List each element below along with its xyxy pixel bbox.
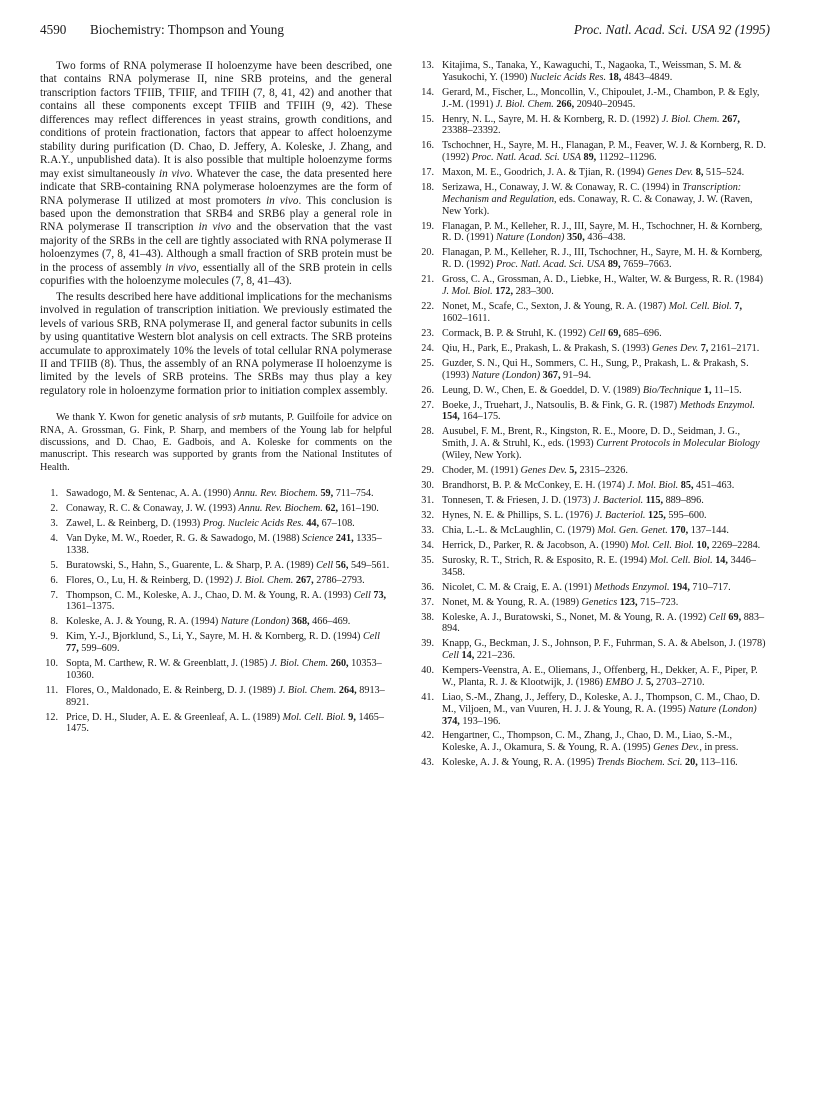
reference-text: Koleske, A. J. & Young, R. A. (1995)	[442, 757, 597, 769]
reference-number: 13.	[421, 60, 434, 71]
reference-entry	[40, 631, 392, 655]
reference-text: 367,	[542, 369, 561, 381]
reference-text: Ausubel, F. M., Brent, R., Kingston, R. E., Moore, D. D., Seidman, J. G., Smith, J. A. & Struhl, K., eds. (1993)	[442, 426, 741, 450]
reference-number: 3.	[50, 517, 58, 529]
reference-text: Kitajima, S., Tanaka, Y., Kawaguchi, T., Nagaoka, T., Weissman, S. M. & Yasukochi, Y. (1990)	[442, 60, 742, 83]
reference-text: 77,	[66, 643, 79, 655]
reference-text: 3446–3458.	[442, 554, 756, 578]
reference-text: Mol. Cell. Biol.	[282, 711, 346, 723]
reference-text: 368,	[291, 616, 310, 628]
reference-number: 17.	[421, 167, 434, 179]
reference-text: Serizawa, H., Conaway, J. W. & Conaway, R. C. (1994) in	[442, 182, 683, 194]
reference-text: Henry, N. L., Sayre, M. H. & Kornberg, R. D. (1992)	[442, 113, 662, 125]
reference-text: 283–300.	[513, 286, 554, 298]
reference-text: Herrick, D., Parker, R. & Jacobson, A. (1990)	[442, 539, 631, 551]
reference-text: Genes Dev.	[653, 742, 700, 754]
reference-text: 2703–2710.	[653, 676, 705, 688]
text-run: mutants, P. Guilfoile for advice on RNA, A. Grossman, G. Fink, P. Sharp, and members of the Young lab for helpful discussions, and D. Chao, E. Gadbois, and A. Koleske for comments on the manuscript. This research was supported by grants from the National Institutes of Health.	[40, 412, 392, 473]
reference-text: J. Biol. Chem.	[495, 98, 554, 110]
reference-text: 436–438.	[584, 232, 626, 244]
reference-text: Koleske, A. J., Buratowski, S., Nonet, M. & Young, R. A. (1992)	[442, 611, 709, 623]
reference-number: 26.	[421, 384, 434, 396]
reference-list-part-1	[40, 488, 392, 735]
running-header	[40, 22, 770, 40]
reference-entry	[416, 730, 768, 754]
reference-text: Cell	[316, 559, 334, 571]
reference-text: 9,	[348, 711, 356, 723]
reference-text: 374,	[442, 715, 460, 727]
reference-text: Boeke, J., Truehart, J., Natsoulis, B. & Fink, G. R. (1987)	[442, 399, 680, 411]
reference-text: Flores, O., Maldonado, E. & Reinberg, D. J. (1989)	[66, 684, 279, 696]
reference-number: 2.	[50, 502, 58, 514]
body-paragraph-2	[40, 291, 392, 399]
reference-text: 7,	[734, 301, 742, 313]
reference-number: 7.	[50, 589, 58, 601]
reference-text: 67–108.	[319, 517, 355, 529]
reference-entry	[40, 658, 392, 682]
reference-text: 7659–7663.	[620, 259, 672, 271]
reference-text: 267,	[295, 574, 314, 586]
reference-number: 5.	[50, 559, 58, 571]
reference-number: 43.	[421, 757, 434, 769]
text-run: and the observation that the vast majority of the SRBs in the cell are tightly associated with RNA polymerase II holoenzymes (7, 8, 41–43). Although a small fraction of SRB protein must be in the process of assembly	[40, 221, 392, 274]
reference-text: , eds. Conaway, R. C. & Conaway, J. W. (Raven, New York).	[442, 193, 753, 217]
reference-number: 22.	[421, 301, 434, 313]
reference-text: J. Biol. Chem.	[278, 684, 337, 696]
body-paragraph-1	[40, 60, 392, 289]
reference-number: 25.	[421, 357, 434, 369]
reference-text: 711–754.	[333, 487, 374, 499]
reference-text: Brandhorst, B. P. & McConkey, E. H. (1974)	[442, 479, 628, 491]
reference-text: 69,	[608, 327, 621, 339]
reference-text: 595–600.	[665, 509, 707, 521]
reference-entry	[40, 503, 392, 515]
reference-text: 69,	[728, 611, 742, 623]
reference-text: 10,	[696, 539, 710, 551]
reference-text: 154,	[442, 411, 460, 423]
reference-text: Mol. Cell. Biol.	[668, 301, 732, 313]
left-column	[40, 60, 392, 738]
reference-entry	[416, 525, 768, 537]
reference-entry	[40, 575, 392, 587]
reference-text: Nature (London)	[471, 369, 541, 381]
reference-text: Mol. Gen. Genet.	[597, 524, 668, 536]
reference-text: 451–463.	[693, 479, 735, 491]
reference-entry	[416, 358, 768, 382]
reference-text: 62,	[325, 502, 339, 514]
reference-text: EMBO J.	[605, 676, 644, 688]
reference-text: 193–196.	[459, 715, 501, 727]
reference-text: J. Mol. Biol.	[627, 479, 679, 491]
reference-entry	[416, 221, 768, 245]
text-run: in vivo	[198, 221, 232, 234]
reference-text: Prog. Nucleic Acids Res.	[202, 517, 304, 529]
reference-text: Price, D. H., Sluder, A. E. & Greenleaf, A. L. (1989)	[66, 711, 283, 723]
reference-text: Knapp, G., Beckman, J. S., Johnson, P. F., Fuhrman, S. A. & Abelson, J. (1978)	[442, 638, 766, 650]
reference-text: 4843–4849.	[621, 71, 673, 83]
reference-number: 4.	[50, 532, 58, 544]
text-run: We thank Y. Kwon for genetic analysis of	[56, 412, 233, 424]
reference-entry	[416, 140, 768, 164]
reference-entry	[416, 385, 768, 397]
running-title: Biochemistry: Thompson and Young	[90, 22, 284, 37]
reference-text: Surosky, R. T., Strich, R. & Esposito, R. E. (1994)	[442, 554, 650, 566]
text-run: Two forms of RNA polymerase II holoenzyme have been described, one that contains RNA polymerase II, nine SRB proteins, and the general transcription factors TFIIB, TFIIF, and TFIIH (7, 8, 41, 42) and another that contains all these components except TFIIB and TFIIH (9, 42). These differences may reflect differences in yeast strains, growth conditions, and conditions of protein fractionation, factors that appear to affect holoenzyme stability during purification (D. Chao, D. Jeffery, A. Koleske, J. Zhang, and R.A.Y., unpublished data). It is also possible that multiple holoenzyme forms may exist simultaneously	[40, 60, 392, 180]
reference-number: 30.	[421, 479, 434, 491]
reference-text: Zawel, L. & Reinberg, D. (1993)	[66, 517, 203, 529]
reference-entry	[40, 533, 392, 557]
reference-text: Liao, S.-M., Zhang, J., Jeffery, D., Koleske, A. J., Thompson, C. M., Chao, D. M., Viljoen, M., van Vuuren, H. J. J. & Young, R. A. (1995)	[442, 691, 760, 715]
reference-text: 10353–10360.	[66, 658, 382, 681]
reference-text: Current Protocols in Molecular Biology	[596, 438, 760, 450]
reference-text: 883–894.	[442, 611, 765, 635]
reference-number: 42.	[421, 730, 434, 742]
reference-text: 1335–1338.	[66, 532, 382, 556]
reference-text: 715–723.	[637, 596, 679, 608]
reference-text: Nucleic Acids Res.	[530, 71, 607, 83]
reference-text: 89,	[583, 152, 597, 164]
reference-number: 32.	[421, 509, 434, 521]
reference-number: 34.	[421, 539, 434, 551]
reference-entry	[416, 400, 768, 424]
reference-text: 2315–2326.	[576, 464, 628, 476]
reference-entry	[416, 540, 768, 552]
reference-number: 1.	[50, 487, 58, 499]
text-run: . This conclusion is based upon the demonstration that SRB4 and SRB6 play a general role in RNA polymerase II transcription	[40, 194, 393, 234]
reference-text: 85,	[680, 479, 694, 491]
reference-text: 20,	[685, 757, 698, 769]
reference-text: 194,	[672, 581, 690, 593]
reference-text: Bio/Technique	[642, 384, 702, 396]
reference-entry	[416, 87, 768, 111]
reference-entry	[416, 665, 768, 689]
reference-number: 36.	[421, 581, 434, 593]
reference-text: J. Bacteriol.	[595, 509, 646, 521]
reference-entry	[40, 560, 392, 572]
reference-entry	[416, 328, 768, 340]
reference-text: Nature (London)	[220, 616, 290, 628]
reference-text: Thompson, C. M., Koleske, A. J., Chao, D. M. & Young, R. A. (1993)	[66, 589, 354, 601]
reference-text: Tschochner, H., Sayre, M. H., Flanagan, P. M., Feaver, W. J. & Kornberg, R. D. (1992)	[442, 140, 766, 164]
reference-number: 16.	[421, 140, 434, 152]
reference-text: 267,	[722, 113, 740, 125]
reference-entry	[416, 480, 768, 492]
reference-entry	[416, 274, 768, 298]
reference-number: 12.	[45, 711, 58, 723]
reference-text: Annu. Rev. Biochem.	[233, 487, 318, 499]
reference-text: 172,	[495, 286, 514, 298]
reference-entry	[416, 343, 768, 355]
reference-list-part-2	[416, 60, 768, 772]
reference-text: 2161–2171.	[708, 342, 760, 354]
reference-text: Trends Biochem. Sci.	[596, 757, 683, 769]
reference-entry	[416, 510, 768, 522]
reference-text: Flanagan, P. M., Kelleher, R. J., III, Sayre, M. H., Tschochner, H. & Kornberg, R. D. (1991)	[442, 220, 763, 244]
reference-text: J. Biol. Chem.	[235, 574, 294, 586]
text-run: srb	[232, 412, 246, 424]
reference-text: Cell	[362, 631, 380, 643]
reference-text: 11–15.	[711, 384, 742, 396]
reference-text: 11292–11296.	[596, 152, 657, 164]
reference-text: 59,	[320, 487, 334, 499]
reference-text: 549–561.	[348, 559, 390, 571]
reference-text: , in press.	[699, 742, 739, 754]
reference-number: 24.	[421, 342, 434, 354]
reference-entry	[416, 582, 768, 594]
reference-number: 18.	[421, 182, 434, 194]
reference-text: 20940–20945.	[574, 98, 636, 110]
reference-text: 161–190.	[338, 502, 379, 514]
reference-text: 89,	[607, 259, 621, 271]
reference-entry	[416, 167, 768, 179]
reference-text: Flores, O., Lu, H. & Reinberg, D. (1992)	[66, 574, 236, 586]
reference-number: 14.	[421, 86, 434, 98]
reference-text: Methods Enzymol.	[594, 581, 670, 593]
reference-text: J. Bacteriol.	[593, 494, 644, 506]
reference-text: 14,	[461, 650, 475, 662]
reference-entry	[416, 692, 768, 727]
reference-text: 44,	[306, 517, 320, 529]
reference-text: 73,	[373, 589, 387, 601]
reference-text: Chia, L.-L. & McLaughlin, C. (1979)	[442, 524, 598, 536]
reference-entry	[416, 301, 768, 325]
journal-reference: Proc. Natl. Acad. Sci. USA 92 (1995)	[573, 22, 770, 37]
reference-text: Maxon, M. E., Goodrich, J. A. & Tjian, R. (1994)	[442, 167, 647, 179]
reference-text: 23388–23392.	[442, 125, 501, 137]
reference-text: Cormack, B. P. & Struhl, K. (1992)	[442, 327, 589, 339]
reference-text: 8913–8921.	[66, 684, 385, 708]
reference-text: Hengartner, C., Thompson, C. M., Zhang, J., Chao, D. M., Liao, S.-M., Koleske, A. J., Okamura, S. & Young, R. A. (1995)	[442, 730, 733, 754]
reference-number: 37.	[421, 596, 434, 608]
reference-text: 91–94.	[560, 369, 592, 381]
reference-entry	[416, 182, 768, 217]
reference-text: Nonet, M. & Young, R. A. (1989)	[442, 596, 582, 608]
reference-entry	[40, 590, 392, 614]
reference-number: 9.	[50, 631, 58, 643]
reference-entry	[416, 465, 768, 477]
reference-text: Tonnesen, T. & Friesen, J. D. (1973)	[442, 494, 594, 506]
reference-text: J. Biol. Chem.	[270, 658, 329, 670]
reference-text: 5,	[569, 464, 577, 476]
reference-text: 260,	[330, 658, 349, 670]
reference-text: 170,	[670, 524, 689, 536]
reference-text: Guzder, S. N., Qui H., Sommers, C. H., Sung, P., Prakash, L. & Prakash, S. (1993)	[442, 357, 749, 381]
reference-number: 29.	[421, 464, 434, 476]
reference-entry	[416, 757, 768, 769]
reference-entry	[40, 518, 392, 530]
reference-number: 35.	[421, 554, 434, 566]
reference-text: Choder, M. (1991)	[442, 464, 521, 476]
text-run: in vivo	[165, 261, 197, 274]
reference-text: Sopta, M. Carthew, R. W. & Greenblatt, J. (1985)	[66, 658, 271, 670]
reference-entry	[40, 685, 392, 709]
reference-text: 115,	[645, 494, 664, 506]
reference-text: Gerard, M., Fischer, L., Moncollin, V., Chipoulet, J.-M., Chambon, P. & Egly, J.-M. (1991)	[442, 86, 760, 110]
reference-text: Hynes, N. E. & Phillips, S. L. (1976)	[442, 509, 596, 521]
reference-text: 125,	[648, 509, 666, 521]
reference-entry	[416, 114, 768, 138]
reference-number: 10.	[45, 658, 58, 670]
reference-number: 31.	[421, 494, 434, 506]
reference-number: 20.	[421, 247, 434, 259]
reference-entry	[416, 638, 768, 662]
reference-text: 599–609.	[78, 643, 120, 655]
reference-entry	[416, 426, 768, 461]
reference-text: Cell	[588, 327, 606, 339]
reference-text: Transcription: Mechanism and Regulation	[442, 182, 742, 205]
reference-text: 350,	[566, 232, 585, 244]
reference-number: 8.	[50, 616, 58, 628]
reference-text: Leung, D. W., Chen, E. & Goeddel, D. V. (1989)	[442, 384, 643, 396]
reference-text: 1602–1611.	[442, 312, 491, 324]
reference-text: Mol. Cell. Biol.	[630, 539, 694, 551]
reference-text: 685–696.	[620, 327, 662, 339]
reference-number: 27.	[421, 399, 434, 411]
reference-text: 137–144.	[688, 524, 729, 536]
reference-text: Genetics	[581, 596, 618, 608]
reference-text: (Wiley, New York).	[442, 449, 522, 461]
text-run: in vivo	[159, 167, 191, 180]
reference-text: 56,	[335, 559, 349, 571]
reference-text: 113–116.	[697, 757, 738, 769]
reference-number: 38.	[421, 611, 434, 623]
reference-text: 18,	[608, 71, 622, 83]
reference-number: 19.	[421, 220, 434, 232]
reference-text: 221–236.	[474, 650, 516, 662]
reference-text: Annu. Rev. Biochem.	[238, 502, 323, 514]
reference-text: Gross, C. A., Grossman, A. D., Liebke, H., Walter, W. & Burgess, R. R. (1984)	[442, 274, 763, 286]
reference-text: Koleske, A. J. & Young, R. A. (1994)	[66, 616, 221, 628]
reference-text: Sawadogo, M. & Sentenac, A. A. (1990)	[66, 487, 234, 499]
reference-text: 8,	[695, 167, 704, 179]
reference-text: 2786–2793.	[313, 574, 365, 586]
reference-text: 14,	[715, 554, 728, 566]
reference-entry	[416, 612, 768, 636]
reference-entry	[40, 616, 392, 628]
reference-number: 15.	[421, 113, 434, 125]
reference-entry	[416, 597, 768, 609]
reference-number: 21.	[421, 274, 434, 286]
reference-text: Nature (London)	[688, 703, 757, 715]
reference-text: Nonet, M., Scafe, C., Sexton, J. & Young, R. A. (1987)	[442, 301, 669, 313]
reference-text: 1,	[703, 384, 712, 396]
reference-text: 2269–2284.	[709, 539, 761, 551]
reference-text: J. Biol. Chem.	[661, 113, 720, 125]
reference-entry	[40, 712, 392, 736]
reference-text: 515–524.	[703, 167, 745, 179]
reference-entry	[40, 488, 392, 500]
reference-text: Proc. Natl. Acad. Sci. USA	[471, 152, 581, 164]
reference-text: Buratowski, S., Hahn, S., Guarente, L. & Sharp, P. A. (1989)	[66, 559, 317, 571]
reference-text: 1361–1375.	[66, 601, 115, 613]
reference-text: 266,	[556, 98, 575, 110]
reference-text: Van Dyke, M. W., Roeder, R. G. & Sawadogo, M. (1988)	[66, 532, 303, 544]
reference-text: Conaway, R. C. & Conaway, J. W. (1993)	[66, 502, 239, 514]
reference-text: Genes Dev.	[646, 167, 694, 179]
text-run: The results described here have additional implications for the mechanisms involved in regulation of transcription initiation. We previously estimated the levels of various SRB, RNA polymerase II, and general factor subunits in cells by using quantitative Western blot analysis on cell extracts. The SRB proteins accumulate to approximately 10% the levels of total cellular RNA polymerase II and TFIIB (8). Thus, the assembly of an RNA polymerase II holoenzyme is limited by the levels of SRB proteins. The SRBs may thus play a key regulatory role in holoenzyme formation prior to initiation complex assembly.	[40, 290, 392, 397]
reference-number: 39.	[421, 638, 434, 650]
reference-text: 889–896.	[663, 494, 704, 506]
reference-number: 11.	[45, 684, 58, 696]
text-run: . Whatever the case, the data presented here indicate that SRB-containing RNA polymerase holoenzymes are the form of RNA polymerase II utilized at most promoters	[40, 167, 392, 207]
reference-number: 23.	[421, 327, 434, 339]
reference-number: 28.	[421, 426, 434, 438]
reference-number: 6.	[50, 574, 58, 586]
reference-text: Qiu, H., Park, E., Prakash, L. & Prakash, S. (1993)	[442, 342, 652, 354]
reference-text: 164–175.	[459, 411, 501, 423]
reference-number: 40.	[421, 665, 434, 677]
reference-text: Kim, Y.-J., Bjorklund, S., Li, Y., Sayre, M. H. & Kornberg, R. D. (1994)	[66, 631, 363, 643]
reference-text: Mol. Cell. Biol.	[649, 554, 713, 566]
reference-text: Cell	[708, 611, 726, 623]
reference-entry	[416, 495, 768, 507]
text-run: in vivo	[266, 194, 299, 207]
reference-text: Science	[302, 532, 334, 544]
acknowledgment	[40, 412, 392, 473]
reference-text: Flanagan, P. M., Kelleher, R. J., III, Tschochner, H., Sayre, M. H. & Kornberg, R. D. (1992)	[442, 247, 763, 271]
reference-text: Cell	[442, 650, 459, 662]
reference-number: 33.	[421, 524, 434, 536]
reference-text: 5,	[645, 676, 654, 688]
page-number: 4590	[40, 22, 67, 37]
reference-text: 710–717.	[689, 581, 731, 593]
reference-entry	[416, 555, 768, 579]
reference-text: J. Mol. Biol.	[442, 286, 493, 298]
reference-text: Cell	[353, 589, 371, 601]
reference-text: Genes Dev.	[651, 342, 699, 354]
reference-entry	[416, 60, 768, 84]
reference-text: Methods Enzymol.	[679, 399, 755, 411]
reference-text: 123,	[619, 596, 638, 608]
reference-text: Genes Dev.	[520, 464, 567, 476]
reference-number: 41.	[421, 691, 434, 703]
reference-text: 241,	[335, 532, 354, 544]
reference-text: 466–469.	[309, 616, 351, 628]
reference-text: 7,	[700, 342, 709, 354]
reference-text: Proc. Natl. Acad. Sci. USA	[496, 259, 606, 271]
reference-text: 1465–1475.	[66, 711, 384, 735]
reference-text: Nicolet, C. M. & Craig, E. A. (1991)	[442, 581, 595, 593]
reference-text: 264,	[338, 684, 357, 696]
reference-entry	[416, 247, 768, 271]
text-run: , essentially all of the SRB protein in cells copurifies with the holoenzyme molecules (7, 8, 41–43).	[40, 261, 392, 288]
reference-text: Kempers-Veenstra, A. E., Oliemans, J., Offenberg, H., Dekker, A. F., Piper, P. W., Planta, R. J. & Klootwijk, J. (1986)	[442, 665, 758, 688]
reference-text: Nature (London)	[496, 232, 565, 244]
